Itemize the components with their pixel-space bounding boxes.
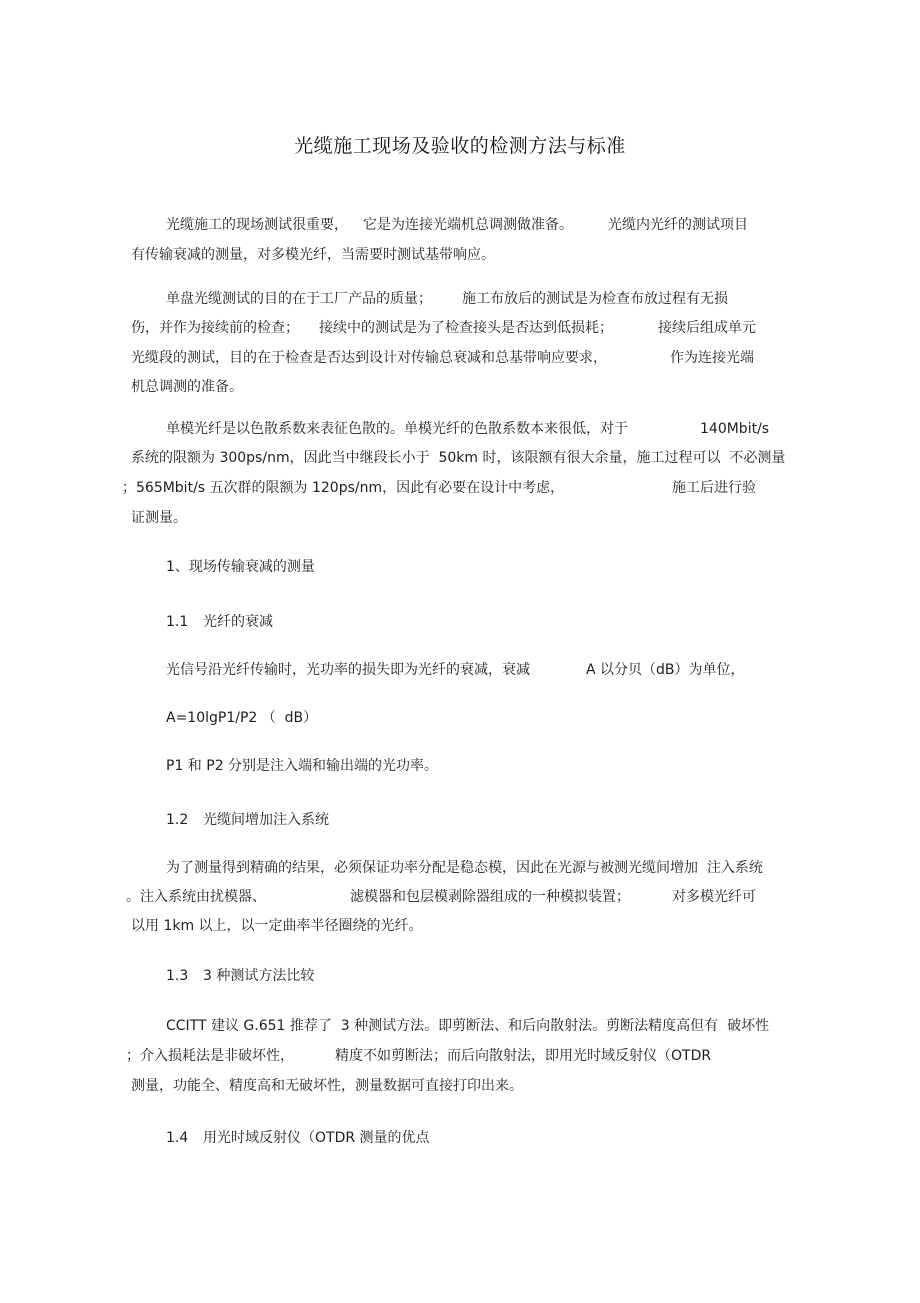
section-1-4-number: 1.4: [166, 1130, 189, 1146]
p3-line2: 系统的限额为 300ps/nm，因此当中继段长小于 50km 时，该限额有很大余量，施工过程可以 不必测量: [131, 450, 786, 466]
p2-line4: 机总调测的准备。: [131, 379, 243, 395]
section-1-3-heading: 3 种测试方法比较: [203, 968, 315, 984]
section-1-heading: 1、现场传输衰减的测量: [166, 559, 315, 575]
p3-line1-b: 140Mbit/s: [700, 421, 770, 437]
p3-line4: 证测量。: [131, 510, 187, 526]
p3-line3-a: ；565Mbit/s 五次群的限额为 120ps/nm，因此有必要在设计中考虑，: [122, 480, 565, 496]
p6-line2-c: 对多模光纤可: [672, 889, 756, 905]
p7-line3: 测量，功能全、精度高和无破坏性，测量数据可直接打印出来。: [131, 1078, 523, 1094]
p3-line1-a: 单模光纤是以色散系数来表征色散的。单模光纤的色散系数本来很低，对于: [166, 421, 628, 437]
p7-line2-a: ；介入损耗法是非破坏性，: [126, 1048, 294, 1064]
p2-line1-a: 单盘光缆测试的目的在于工厂产品的质量；: [166, 291, 432, 307]
p4-text-a: 光信号沿光纤传输时，光功率的损失即为光纤的衰减，衰减: [166, 662, 530, 678]
p2-line2-b: 接续中的测试是为了检查接头是否达到低损耗；: [319, 320, 613, 336]
p2-line3-b: 作为连接光端: [670, 350, 754, 366]
p3-line3-b: 施工后进行验: [672, 480, 756, 496]
section-1-1-heading: 光纤的衰减: [203, 614, 273, 630]
section-1-2-heading: 光缆间增加注入系统: [203, 812, 329, 828]
section-1-4-heading: 用光时域反射仪（OTDR 测量的优点: [203, 1130, 430, 1146]
p6-line3: 以用 1km 以上，以一定曲率半径圈绕的光纤。: [131, 918, 423, 934]
p6-line2-b: 滤模器和包层模剥除器组成的一种模拟装置；: [350, 889, 630, 905]
p2-line1-b: 施工布放后的测试是为检查布放过程有无损: [462, 291, 728, 307]
section-1-3-number: 1.3: [166, 968, 189, 984]
p7-line2-b: 精度不如剪断法；而后向散射法，即用光时域反射仪（OTDR: [335, 1048, 712, 1064]
section-1-1-number: 1.1: [166, 614, 189, 630]
p2-line2-a: 伤，并作为接续前的检查；: [131, 320, 299, 336]
p1-line1-a: 光缆施工的现场测试很重要，: [166, 217, 348, 233]
p7-line1: CCITT 建议 G.651 推荐了 3 种测试方法。即剪断法、和后向散射法。剪断法精度高但有 破坏性: [166, 1018, 770, 1034]
p2-line3-a: 光缆段的测试，目的在于检查是否达到设计对传输总衰减和总基带响应要求，: [131, 350, 607, 366]
attenuation-formula: A=10lgP1/P2 （ dB）: [166, 710, 318, 726]
p2-line2-c: 接续后组成单元: [658, 320, 756, 336]
p6-line1: 为了测量得到精确的结果，必须保证功率分配是稳态模，因此在光源与被测光缆间增加 注入系统: [166, 860, 763, 876]
document-title: 光缆施工现场及验收的检测方法与标准: [294, 135, 626, 157]
p4-text-b: A 以分贝（dB）为单位，: [586, 662, 745, 678]
p1-line1-c: 光缆内光纤的测试项目: [608, 217, 748, 233]
p6-line2-a: 。注入系统由扰模器、: [126, 889, 266, 905]
p1-line1-b: 它是为连接光端机总调测做准备。: [363, 217, 573, 233]
p5-text: P1 和 P2 分别是注入端和输出端的光功率。: [166, 758, 439, 774]
section-1-2-number: 1.2: [166, 812, 189, 828]
p1-line2: 有传输衰减的测量，对多模光纤，当需要时测试基带响应。: [131, 247, 495, 263]
